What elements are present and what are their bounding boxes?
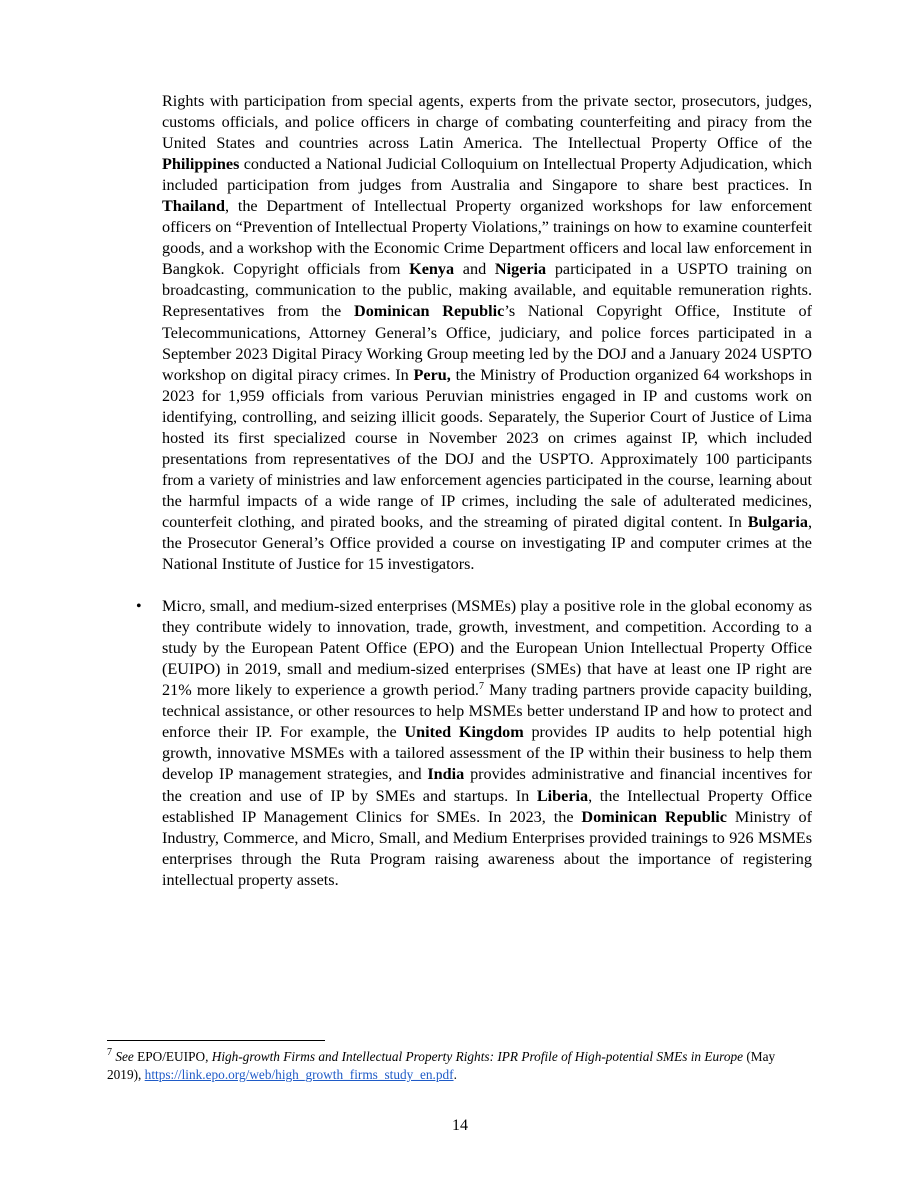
- footnote-see: See: [115, 1049, 134, 1064]
- text-span: Rights with participation from special agents, experts from the private sector, prosecutors, judges, customs officials, and police officers in charge of combating counterfeiting and piracy from the United States and countries across Latin America. The Intellectual Property Office of the: [162, 92, 812, 153]
- text-span: , the Department of Intellectual Property organized workshops for law enforcement officers on “Prevention of Intellectual Property Violations,” trainings on how to examine counterfeit goods, and a workshop with the Economic Crime Department officers and local law enforcement in Bangkok. Copyright officials from: [162, 197, 812, 279]
- footnote: [107, 1048, 812, 1084]
- country-philippines: Philippines: [162, 155, 240, 174]
- paragraph-msmes: [162, 596, 812, 891]
- country-united-kingdom: United Kingdom: [404, 723, 524, 742]
- footnote-link[interactable]: https://link.epo.org/web/high_growth_firms_study_en.pdf: [144, 1067, 454, 1082]
- paragraph-ip-enforcement-trainings: [162, 91, 812, 575]
- country-kenya: Kenya: [409, 260, 455, 279]
- footnote-separator: [107, 1040, 325, 1041]
- country-dominican-republic: Dominican Republic: [581, 807, 727, 826]
- country-bulgaria: Bulgaria: [747, 512, 808, 531]
- text-span: , the Intellectual Property Office established IP Management Clinics for SMEs. In 2023, the: [162, 786, 812, 826]
- body-text: [136, 91, 812, 891]
- text-span: (May 2019),: [107, 1049, 776, 1082]
- text-span: Micro, small, and medium-sized enterprises (MSMEs) play a positive role in the global economy as they contribute widely to innovation, trade, growth, investment, and competition. According to a study by the European Patent Office (EPO) and the European Union Intellectual Property Office (EUIPO) in 2019, small and medium-sized enterprises (SMEs) that have at least one IP right are 21% more likely to experience a growth period.: [162, 597, 812, 700]
- footnote-title: High-growth Firms and Intellectual Property Rights: IPR Profile of High-potential SMEs in Europe: [211, 1049, 744, 1064]
- footnote-number: 7: [107, 1047, 112, 1058]
- text-span: conducted a National Judicial Colloquium on Intellectual Property Adjudication, which included participation from judges from Australia and Singapore to share best practices. In: [162, 155, 812, 195]
- text-span: , the Prosecutor General’s Office provided a course on investigating IP and computer crimes at the National Institute of Justice for 15 investigators.: [162, 512, 812, 574]
- text-span: .: [453, 1067, 457, 1082]
- text-span: ’s National Copyright Office, Institute of Telecommunications, Attorney General’s Office, judiciary, and police forces participated in a September 2023 Digital Piracy Working Group meeting led by the DOJ and a January 2024 USPTO workshop on digital piracy crimes. In: [162, 302, 812, 384]
- country-thailand: Thailand: [162, 197, 225, 216]
- bullet-icon: •: [136, 598, 142, 616]
- text-span: Ministry of Industry, Commerce, and Micro, Small, and Medium Enterprises provided trainings to 926 MSMEs enterprises through the Ruta Program raising awareness about the importance of registering intellectual property assets.: [162, 807, 812, 889]
- text-span: Many trading partners provide capacity building, technical assistance, or other resources to help MSMEs better understand IP and how to protect and enforce their IP. For example, the: [162, 681, 812, 742]
- country-liberia: Liberia: [536, 786, 589, 805]
- text-span: the Ministry of Production organized 64 workshops in 2023 for 1,959 officials from various Peruvian ministries engaged in IP and customs work on identifying, controlling, and seizing illicit goods. Separately, the Superior Court of Justice of Lima hosted its first specialized course in November 2023 on crimes against IP, which included presentations from representatives of the DOJ and the USPTO. Approximately 100 participants from a variety of ministries and law enforcement agencies participated in the course, learning about the harmful impacts of a wide range of IP crimes, including the sale of adulterated medicines, counterfeit clothing, and pirated books, and the streaming of pirated digital content. In: [162, 365, 812, 531]
- country-peru: Peru,: [413, 365, 451, 384]
- footnote-reference[interactable]: 7: [478, 681, 484, 693]
- bullet-item-msmes: [136, 596, 812, 891]
- page-number: 14: [452, 1117, 468, 1134]
- text-span: and: [454, 260, 495, 279]
- text-span: EPO/EUIPO,: [133, 1049, 212, 1064]
- text-span: participated in a USPTO training on broadcasting, communication to the public, making available, and equitable remuneration rights. Representatives from the: [162, 260, 812, 321]
- country-dominican-republic: Dominican Republic: [354, 302, 505, 321]
- country-nigeria: Nigeria: [494, 260, 547, 279]
- text-span: provides IP audits to help potential high growth, innovative MSMEs with a tailored assessment of the IP within their business to help them develop IP management strategies, and: [162, 723, 812, 784]
- text-span: provides administrative and financial incentives for the creation and use of IP by SMEs and startups. In: [162, 765, 812, 805]
- country-india: India: [427, 765, 465, 784]
